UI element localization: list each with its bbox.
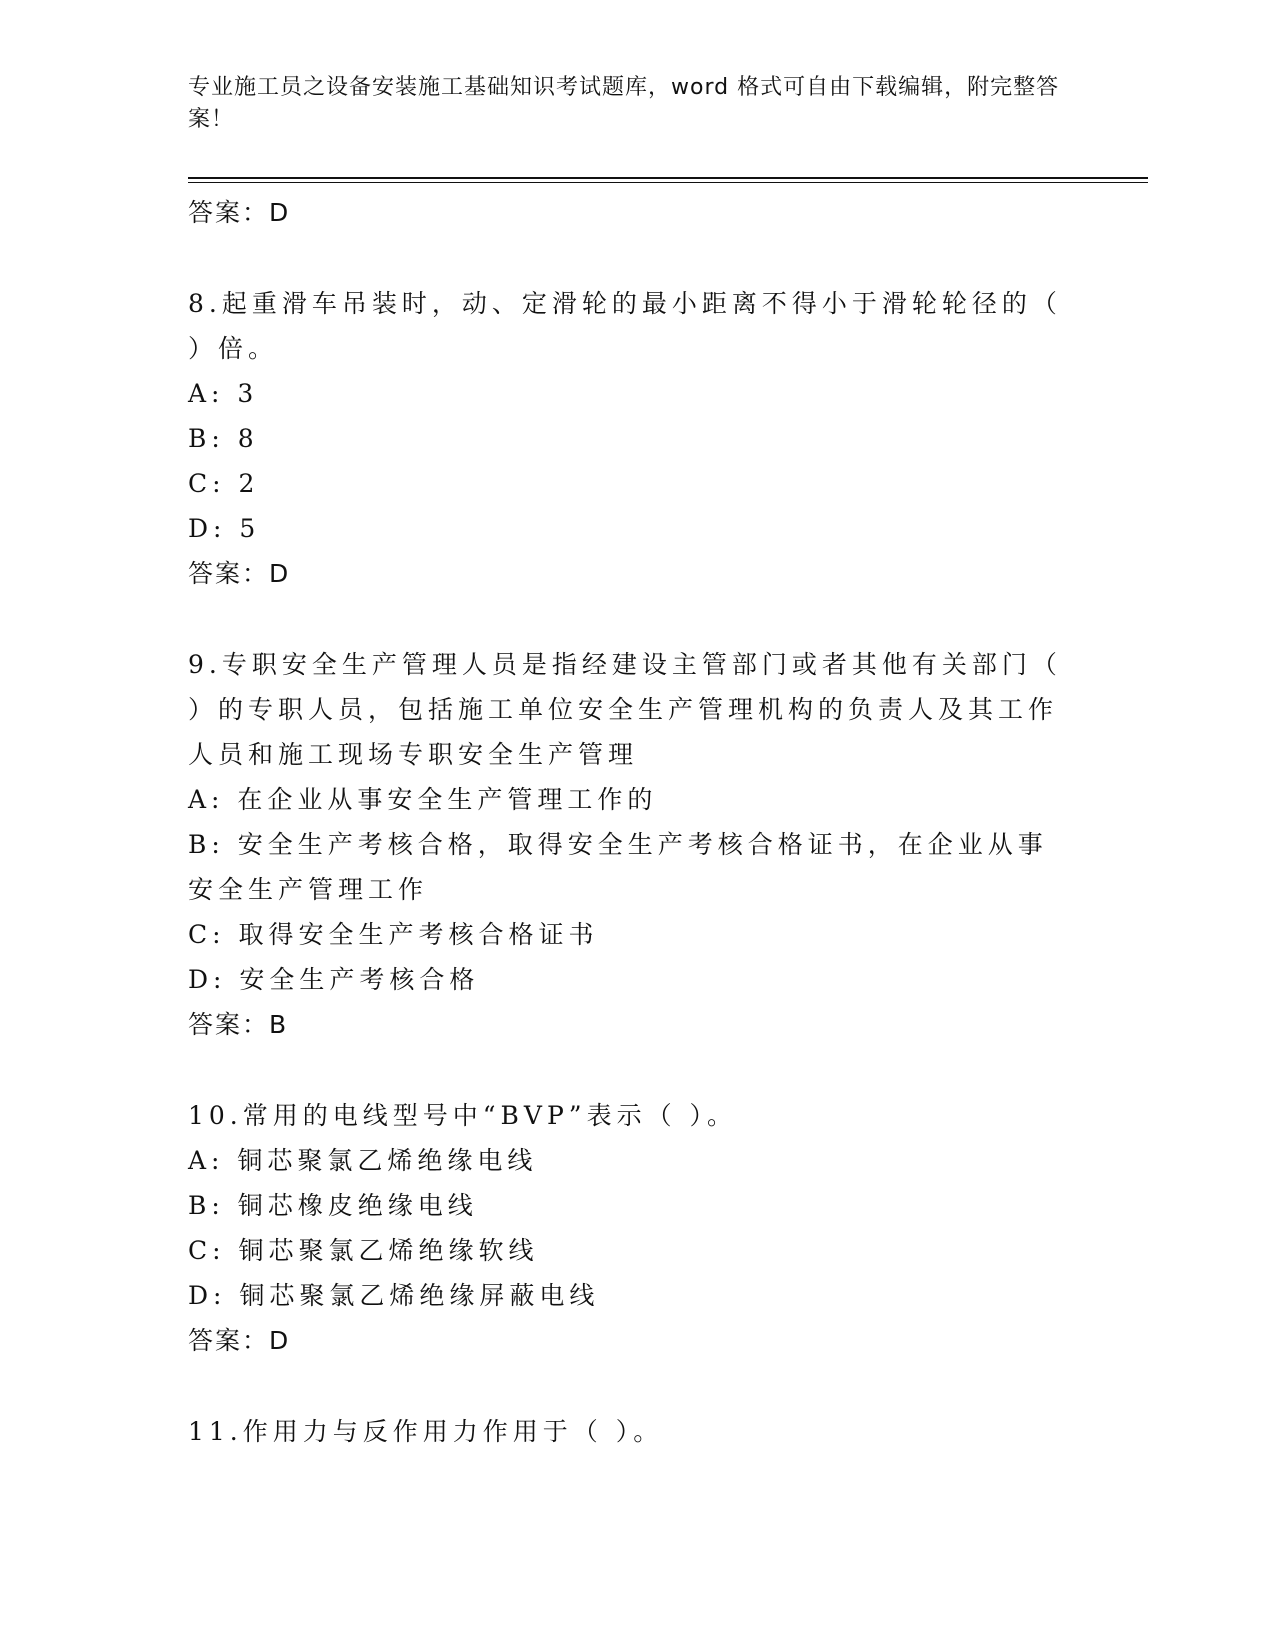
option-b: B: 铜芯橡皮绝缘电线 xyxy=(188,1191,478,1220)
option-c: C: 2 xyxy=(188,469,260,498)
question-text: 10.常用的电线型号中“BVP”表示（ ）。 xyxy=(188,1101,738,1130)
answer-line: 答案：D xyxy=(188,198,291,227)
option-c: C: 铜芯聚氯乙烯绝缘软线 xyxy=(188,1236,539,1265)
answer-line: 答案：D xyxy=(188,559,291,588)
question-block-8 xyxy=(188,281,1068,596)
option-b: B: 安全生产考核合格，取得安全生产考核合格证书，在企业从事安全生产管理工作 xyxy=(188,830,1048,904)
header-divider-thick xyxy=(188,177,1148,179)
question-block-10 xyxy=(188,1093,1068,1363)
question-text: 11.作用力与反作用力作用于（ ）。 xyxy=(188,1417,664,1446)
answer-line: 答案：D xyxy=(188,1326,291,1355)
header-divider-thin xyxy=(188,182,1148,183)
page-header xyxy=(188,72,1068,136)
option-a: A: 在企业从事安全生产管理工作的 xyxy=(188,785,658,814)
document-body xyxy=(188,190,1068,1454)
option-b: B: 8 xyxy=(188,424,259,453)
option-a: A: 3 xyxy=(188,379,259,408)
question-block-9 xyxy=(188,642,1068,1047)
option-d: D: 5 xyxy=(188,514,261,543)
question-text: 9.专职安全生产管理人员是指经建设主管部门或者其他有关部门（ ）的专职人员，包括施工单位安全生产管理机构的负责人及其工作人员和施工现场专职安全生产管理 xyxy=(188,650,1062,769)
question-text: 8.起重滑车吊装时，动、定滑轮的最小距离不得小于滑轮轮径的（ ）倍。 xyxy=(188,289,1062,363)
answer-line: 答案：B xyxy=(188,1010,289,1039)
question-block-11 xyxy=(188,1409,1068,1454)
option-a: A: 铜芯聚氯乙烯绝缘电线 xyxy=(188,1146,538,1175)
option-d: D: 安全生产考核合格 xyxy=(188,965,480,994)
option-c: C: 取得安全生产考核合格证书 xyxy=(188,920,599,949)
header-title: 专业施工员之设备安装施工基础知识考试题库，word 格式可自由下载编辑，附完整答案！ xyxy=(188,75,1060,132)
option-d: D: 铜芯聚氯乙烯绝缘屏蔽电线 xyxy=(188,1281,600,1310)
